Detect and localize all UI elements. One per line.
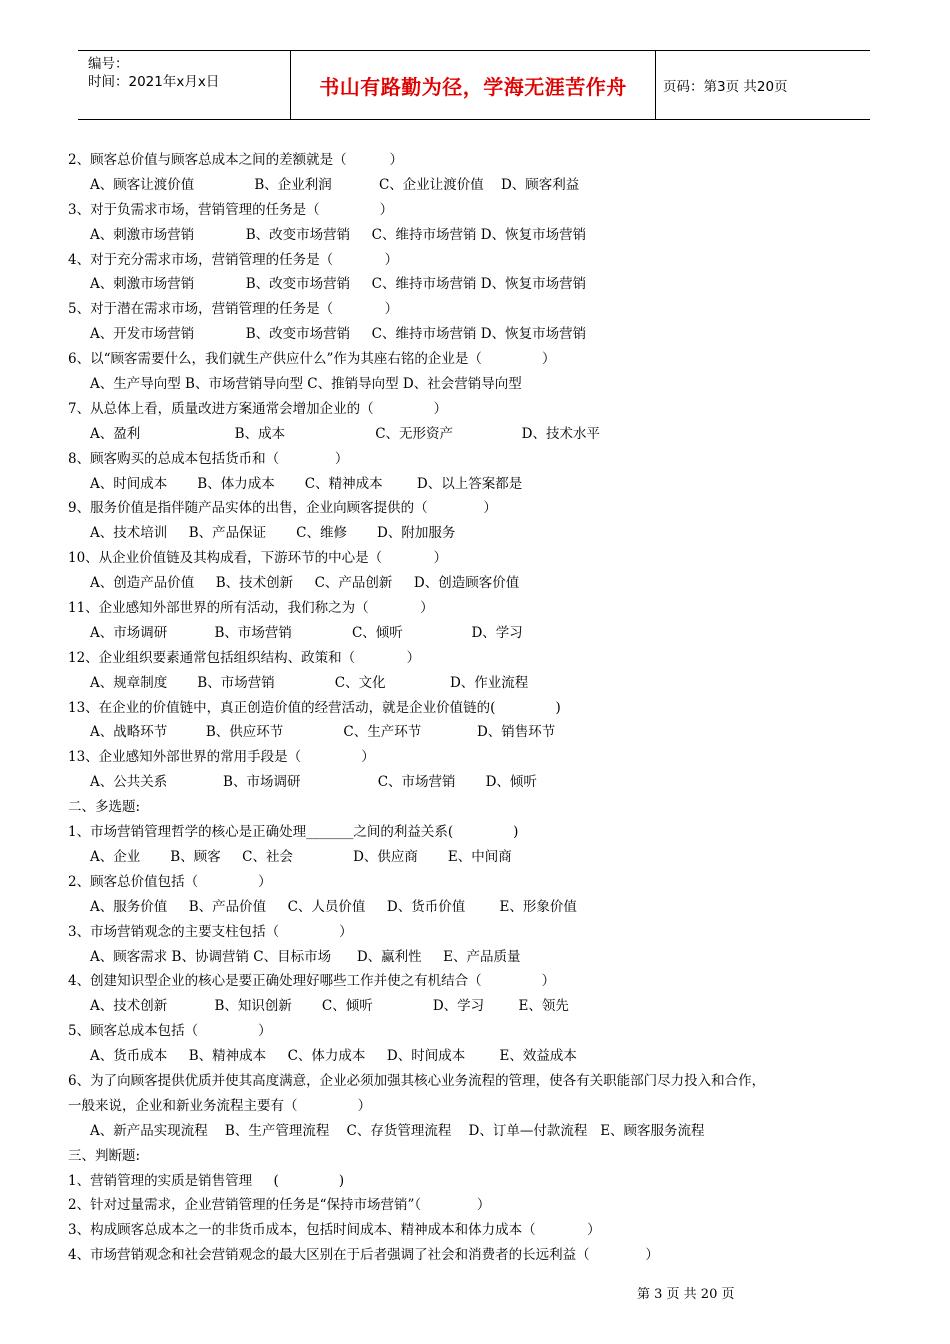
answer-options: A、顾客让渡价值 B、企业利润 C、企业让渡价值 D、顾客利益 (90, 176, 580, 193)
header-meta (88, 55, 283, 115)
question-line: 1、营销管理的实质是销售管理 ( ) (68, 1172, 345, 1189)
number-label: 编号： (88, 56, 129, 72)
question-line: 3、市场营销观念的主要支柱包括（ ） (68, 923, 353, 940)
header-motto: 书山有路勤为径，学海无涯苦作舟 (319, 74, 627, 99)
answer-options: A、规章制度 B、市场营销 C、文化 D、作业流程 (90, 674, 529, 691)
answer-options: A、市场调研 B、市场营销 C、倾听 D、学习 (90, 624, 523, 641)
answer-options: A、货币成本 B、精神成本 C、体力成本 D、时间成本 E、效益成本 (90, 1048, 577, 1065)
question-list (68, 148, 898, 1268)
question-line: 二、多选题: (68, 799, 141, 816)
answer-options: A、生产导向型 B、市场营销导向型 C、推销导向型 D、社会营销导向型 (90, 376, 522, 393)
question-line: 8、顾客购买的总成本包括货币和（ ） (68, 450, 349, 467)
question-line: 2、针对过量需求，企业营销管理的任务是“保持市场营销”（ ） (68, 1197, 491, 1214)
question-line: 13、企业感知外部世界的常用手段是（ ） (68, 749, 375, 766)
answer-options: A、服务价值 B、产品价值 C、人员价值 D、货币价值 E、形象价值 (90, 898, 577, 915)
answer-options: A、战略环节 B、供应环节 C、生产环节 D、销售环节 (90, 724, 556, 741)
question-line: 一般来说，企业和新业务流程主要有（ ） (68, 1097, 372, 1114)
question-line: 三、判断题: (68, 1147, 141, 1164)
question-line: 4、市场营销观念和社会营销观念的最大区别在于后者强调了社会和消费者的长远利益（ ） (68, 1247, 659, 1264)
question-line: 6、以“顾客需要什么，我们就生产供应什么”作为其座右铭的企业是（ ） (68, 351, 556, 368)
answer-options: A、顾客需求 B、协调营销 C、目标市场 D、赢利性 E、产品质量 (90, 948, 521, 965)
page-footer: 第 3 页 共 20 页 (637, 1287, 735, 1302)
question-line: 12、企业组织要素通常包括组织结构、政策和（ ） (68, 649, 421, 666)
question-line: 5、顾客总成本包括（ ） (68, 1023, 272, 1040)
answer-options: A、公共关系 B、市场调研 C、市场营销 D、倾听 (90, 774, 537, 791)
header-page-number: 页码：第3页 共20页 (663, 79, 788, 95)
answer-options: A、时间成本 B、体力成本 C、精神成本 D、以上答案都是 (90, 475, 523, 492)
answer-options: A、企业 B、顾客 C、社会 D、供应商 E、中间商 (90, 848, 512, 865)
answer-options: A、创造产品价值 B、技术创新 C、产品创新 D、创造顾客价值 (90, 575, 520, 592)
answer-options: A、盈利 B、成本 C、无形资产 D、技术水平 (90, 425, 601, 442)
question-line: 2、顾客总价值与顾客总成本之间的差额就是（ ） (68, 152, 404, 168)
question-line: 4、对于充分需求市场，营销管理的任务是（ ） (68, 251, 399, 268)
question-line: 10、从企业价值链及其构成看，下游环节的中心是（ ） (68, 550, 448, 567)
answer-options: A、开发市场营销 B、改变市场营销 C、维持市场营销 D、恢复市场营销 (90, 326, 587, 343)
question-line: 9、服务价值是指伴随产品实体的出售，企业向顾客提供的（ ） (68, 500, 497, 517)
question-line: 2、顾客总价值包括（ ） (68, 873, 272, 890)
document-header (78, 50, 870, 120)
answer-options: A、新产品实现流程 B、生产管理流程 C、存货管理流程 D、订单—付款流程 E、顾客服务流程 (90, 1122, 705, 1139)
answer-options: A、刺激市场营销 B、改变市场营销 C、维持市场营销 D、恢复市场营销 (90, 276, 587, 293)
answer-options: A、技术创新 B、知识创新 C、倾听 D、学习 E、领先 (90, 998, 569, 1015)
question-line: 7、从总体上看，质量改进方案通常会增加企业的（ ） (68, 400, 448, 417)
question-line: 4、创建知识型企业的核心是要正确处理好哪些工作并使之有机结合（ ） (68, 973, 556, 990)
question-line: 3、构成顾客总成本之一的非货币成本，包括时间成本、精神成本和体力成本（ ） (68, 1222, 601, 1239)
question-line: 1、市场营销管理哲学的核心是正确处理_______之间的利益关系( ) (68, 824, 519, 841)
question-line: 6、为了向顾客提供优质并使其高度满意，企业必须加强其核心业务流程的管理，使各有关职能部门尽力投入和合作， (68, 1072, 766, 1089)
answer-options: A、技术培训 B、产品保证 C、维修 D、附加服务 (90, 525, 456, 542)
answer-options: A、刺激市场营销 B、改变市场营销 C、维持市场营销 D、恢复市场营销 (90, 226, 587, 243)
question-line: 3、对于负需求市场，营销管理的任务是（ ） (68, 201, 394, 218)
header-divider (655, 51, 656, 119)
question-line: 5、对于潜在需求市场，营销管理的任务是（ ） (68, 301, 399, 318)
question-line: 11、企业感知外部世界的所有活动，我们称之为（ ） (68, 600, 434, 617)
question-line: 13、在企业的价值链中，真正创造价值的经营活动，就是企业价值链的( ) (68, 699, 561, 716)
time-label: 时间：2021年x月x日 (88, 74, 220, 90)
